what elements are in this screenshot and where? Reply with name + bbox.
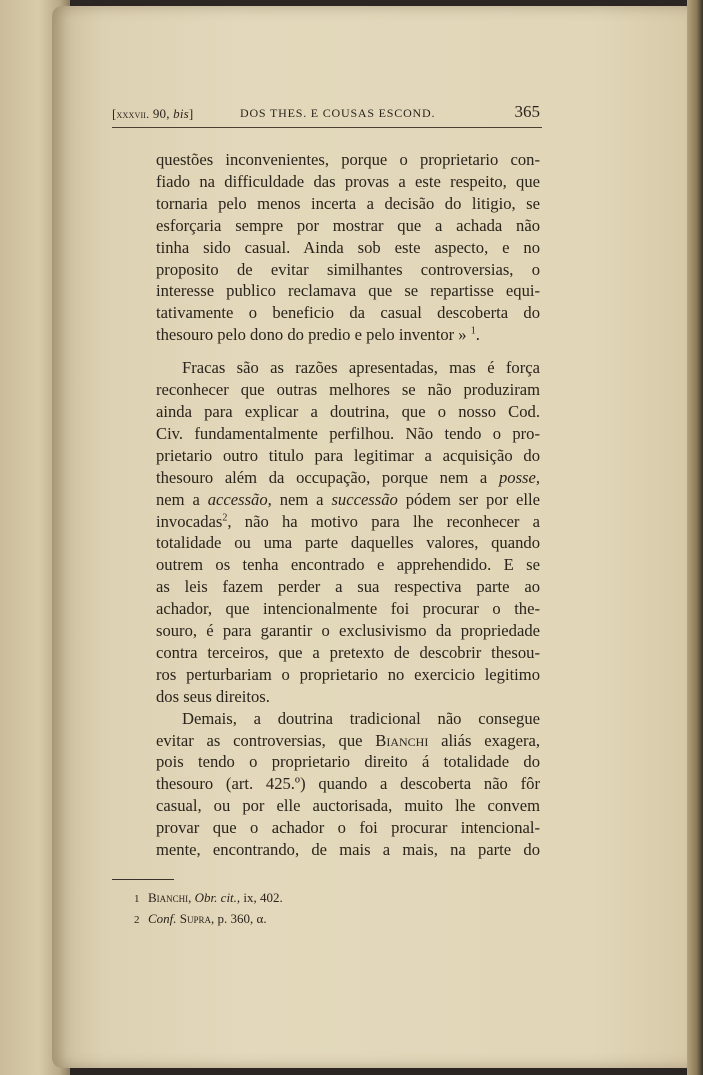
running-title: DOS THES. E COUSAS ESCOND. (240, 106, 436, 120)
footnote-ref-1: 1 (470, 325, 476, 337)
footnotes (134, 888, 283, 930)
author-name: Bianchi (375, 730, 429, 750)
footnote-2: 2 Conf. Supra, p. 360, α. (134, 911, 267, 926)
paragraph-2: Fracas são as razões apresentadas, mas é força reconhecer que outras melhores se não produziram ainda para explicar a doutrina, que o nosso Cod. Civ. fundamentalmente perfilhou. Não tendo o pro- prietario outro titulo para legitimar a acquisição do thesouro além da occupação, porque nem a posse, nem a accessão, nem a successão pódem ser por elle invocadas$^2$, não ha motivo para lhe reconhecer a totalidade ou uma parte daquelles valores, quando outrem os tenha encontrado e apprehendido. E se as leis fazem perder a sua respectiva parte ao achador, que intencionalmente foi procurar o the- souro, é para garantir o exclusivismo da propriedade contra terceiros, que a pretexto de descobrir thesou- ros perturbariam o proprietario no exercicio legitimo dos seus direitos. (156, 358, 540, 706)
running-head (112, 102, 542, 126)
footnote-1: 1 Bianchi, Obr. cit., ix, 402. (134, 890, 283, 905)
section-reference: [xxxvii. 90, bis] (112, 106, 194, 121)
page-number: 365 (514, 102, 540, 121)
book-fore-edge (687, 0, 703, 1075)
header-rule (112, 127, 542, 128)
footnote-ref-2: 2 (222, 511, 228, 523)
footnote-rule (112, 879, 174, 880)
paragraph-3: Demais, a doutrina tradicional não consegue evitar as controversias, que Bianchi aliás exagera, pois tendo o proprietario direito á totalidade do thesouro (art. 425.º) quando a descoberta não fôr casual, ou por elle auctorisada, muito lhe convem provar que o achador o foi procurar intencional- mente, encontrando, de mais a mais, na parte do (156, 708, 540, 860)
paragraph-1: questões inconvenientes, porque o proprietario con- fiado na difficuldade das provas a este respeito, que tornaria pelo menos incerta a decisão do litigio, se esforçaria sempre por mostrar que a achada não tinha sido casual. Ainda sob este aspecto, e no proposito de evitar similhantes controversias, o interesse publico reclamava que se repartisse equi- tativamente o beneficio da casual descoberta do thesouro pelo dono do predio e pelo inventor » $^1$. (156, 150, 540, 345)
body-text (156, 149, 540, 861)
